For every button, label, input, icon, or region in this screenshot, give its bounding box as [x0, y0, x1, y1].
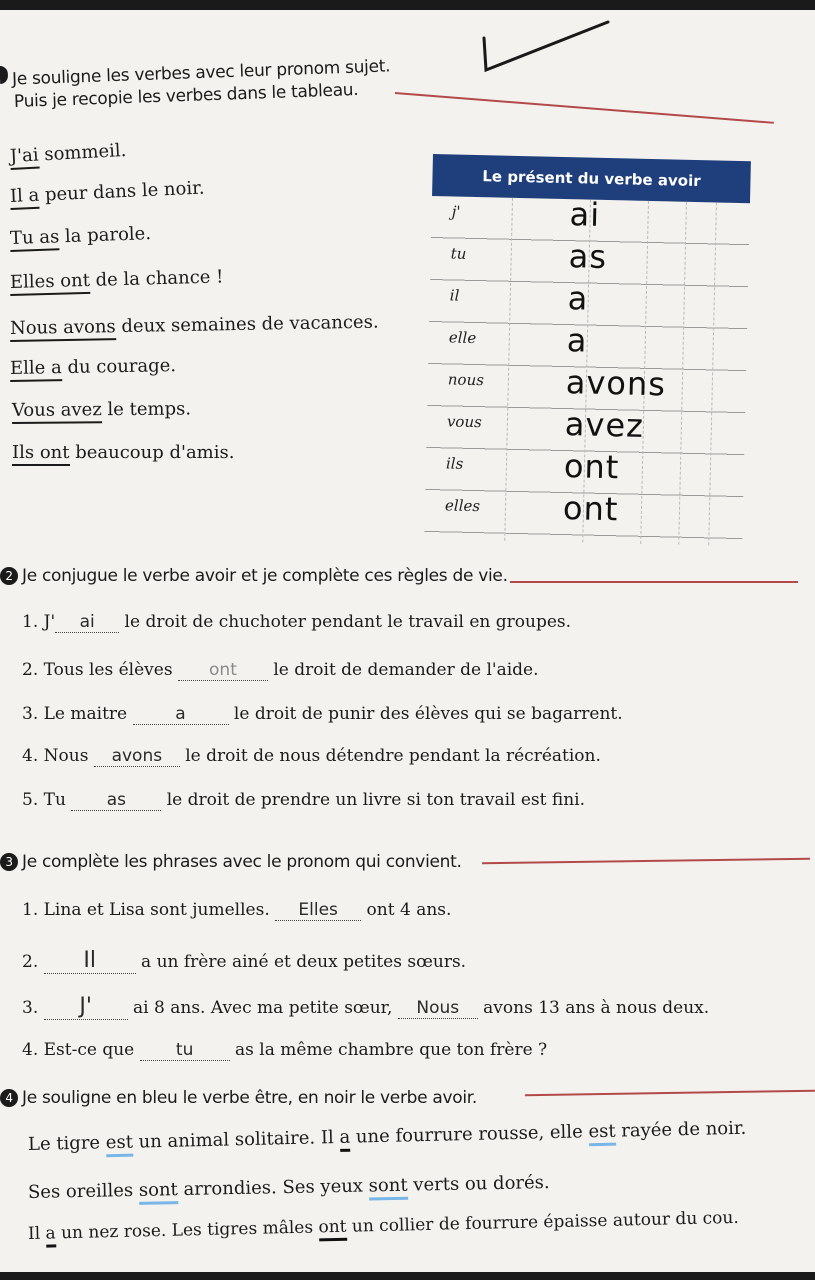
text: un collier de fourrure épaisse autour du cou. [346, 1207, 740, 1237]
pronoun: vous [446, 412, 483, 432]
subject-verb: Il a [10, 185, 40, 210]
verb-etre: sont [369, 1175, 408, 1201]
subject-verb: Ils ont [12, 442, 70, 466]
verb-answer: ont [563, 447, 620, 487]
subject-verb: Tu as [10, 226, 60, 252]
table-body [424, 196, 750, 546]
item-before: Est-ce que [43, 1040, 135, 1060]
item-number: 5. [22, 790, 39, 810]
pronoun: nous [447, 370, 485, 390]
ex1-number-badge [0, 66, 8, 84]
verb-answer: as [568, 237, 608, 276]
item-before: Tu [43, 790, 66, 810]
ex1-sentence [10, 355, 176, 379]
item-before: Lina et Lisa sont jumelles. [43, 900, 270, 920]
answer-blank[interactable]: ont [178, 660, 268, 681]
table-title: Le présent du verbe avoir [432, 154, 751, 203]
ex3-instruction-text: Je complète les phrases avec le pronom qui convient. [22, 852, 462, 872]
ex2-item [22, 746, 601, 767]
item-after-2: avons 13 ans à nous deux. [477, 998, 710, 1018]
sentence-rest: la parole. [58, 223, 152, 248]
item-number: 2. [22, 660, 39, 680]
pronoun: il [449, 286, 460, 305]
ex3-item [22, 900, 451, 921]
sentence-rest: le temps. [101, 398, 192, 421]
ex3-item [22, 948, 466, 974]
ex3-instruction [0, 852, 462, 872]
answer-blank[interactable]: a [133, 704, 229, 725]
ex3-item [22, 1040, 547, 1061]
ex1-sentence [10, 223, 152, 249]
item-number: 4. [22, 1040, 39, 1060]
item-after: ai 8 ans. Avec ma petite sœur, [127, 998, 393, 1018]
pronoun: elles [444, 496, 481, 516]
ex4-instruction-text: Je souligne en bleu le verbe être, en noir le verbe avoir. [22, 1088, 478, 1108]
sentence-rest: deux semaines de vacances. [115, 311, 379, 338]
item-after: le droit de punir des élèves qui se bagarrent. [228, 704, 623, 724]
ex2-item [22, 790, 585, 811]
text: une fourrure rousse, elle [349, 1121, 589, 1148]
conjugation-table [424, 154, 751, 546]
table-row [429, 280, 748, 329]
ex2-item [22, 704, 623, 725]
ex3-number-badge: 3 [0, 853, 18, 871]
subject-verb: Nous avons [10, 316, 116, 342]
text: un nez rose. Les tigres mâles [55, 1217, 319, 1244]
verb-avoir: a [45, 1223, 56, 1247]
answer-blank[interactable]: ai [55, 612, 119, 633]
ex2-instruction [0, 566, 508, 586]
answer-blank-2[interactable]: Nous [398, 998, 478, 1019]
ex2-red-line [510, 581, 798, 583]
item-after: le droit de nous détendre pendant la récréation. [179, 746, 601, 766]
text: verts ou dorés. [407, 1171, 550, 1196]
verb-avoir: ont [318, 1217, 347, 1242]
subject-verb: Vous avez [12, 399, 102, 424]
ex1-red-line [395, 92, 774, 123]
ex4-line-2 [28, 1172, 550, 1203]
sentence-rest: beaucoup d'amis. [69, 442, 235, 463]
sentence-rest: du courage. [61, 355, 177, 379]
table-row [424, 490, 743, 539]
pronoun: j' [451, 202, 461, 221]
verb-answer: avez [564, 405, 645, 445]
item-number: 4. [22, 746, 39, 766]
text: Le tigre [27, 1132, 107, 1155]
verb-answer: ai [569, 195, 601, 234]
pronoun: elle [448, 328, 477, 348]
verb-etre: est [106, 1132, 134, 1158]
item-before: Nous [43, 746, 89, 766]
worksheet-page [0, 10, 815, 1272]
item-number: 1. [22, 612, 39, 632]
verb-answer: avons [565, 363, 667, 404]
sentence-rest: sommeil. [38, 139, 127, 166]
text: rayée de noir. [615, 1117, 747, 1142]
ex2-number-badge: 2 [0, 567, 18, 585]
item-number: 3. [22, 704, 39, 724]
ex1-sentence [10, 312, 379, 339]
item-before: Tous les élèves [43, 660, 173, 680]
ex1-sentence [10, 178, 205, 207]
ex3-red-line [482, 858, 810, 864]
ex4-number-badge: 4 [0, 1089, 18, 1107]
text: Il [27, 1223, 46, 1244]
pronoun: ils [445, 454, 464, 473]
ex3-item [22, 994, 709, 1020]
item-after: le droit de prendre un livre si ton travail est fini. [161, 790, 586, 810]
subject-verb: Elles ont [10, 270, 91, 296]
answer-blank[interactable]: Elles [275, 900, 361, 921]
text: un animal solitaire. Il [132, 1126, 340, 1153]
text: Ses oreilles [27, 1179, 140, 1203]
ex1-instruction-text: Je souligne les verbes avec leur pronom sujet. [11, 56, 391, 90]
item-after: a un frère ainé et deux petites sœurs. [135, 952, 467, 972]
subject-verb: Elle a [10, 357, 62, 382]
item-after: le droit de demander de l'aide. [267, 660, 539, 680]
item-before: Le maitre [43, 704, 128, 724]
verb-answer: a [566, 321, 588, 360]
item-number: 1. [22, 900, 39, 920]
ex2-item [22, 660, 539, 681]
answer-blank[interactable]: Il [44, 948, 136, 974]
ex4-line-3 [28, 1208, 739, 1244]
ex4-red-line [525, 1090, 815, 1096]
verb-avoir: a [339, 1127, 350, 1152]
verb-etre: sont [139, 1179, 178, 1205]
item-number: 3. [22, 998, 39, 1018]
subject-verb: J'ai [9, 145, 39, 170]
ex4-instruction [0, 1088, 477, 1108]
verb-answer: ont [562, 489, 619, 529]
ex2-instruction-text: Je conjugue le verbe avoir et je complète ces règles de vie. [22, 566, 508, 586]
ex2-item [22, 612, 571, 633]
verb-etre: est [588, 1121, 616, 1147]
item-before: J' [43, 612, 56, 632]
ex1-instruction-line2: Puis je recopie les verbes dans le tableau. [13, 79, 359, 112]
item-number: 2. [22, 952, 39, 972]
item-after: ont 4 ans. [361, 900, 452, 920]
table-row [430, 238, 749, 287]
ex1-sentence [10, 266, 224, 293]
ex1-sentence [12, 398, 191, 421]
verb-answer: a [567, 279, 589, 318]
ex1-sentence [12, 442, 234, 463]
answer-blank[interactable]: J' [44, 994, 128, 1020]
text: arrondies. Ses yeux [177, 1175, 369, 1201]
answer-blank[interactable]: as [71, 790, 161, 811]
ex4-line-1 [28, 1118, 747, 1155]
item-after: as la même chambre que ton frère ? [229, 1040, 548, 1060]
sentence-rest: peur dans le noir. [38, 177, 205, 206]
pronoun: tu [450, 244, 467, 263]
answer-blank[interactable]: tu [140, 1040, 230, 1061]
sentence-rest: de la chance ! [89, 266, 224, 291]
answer-blank[interactable]: avons [94, 746, 180, 767]
item-after: le droit de chuchoter pendant le travail en groupes. [119, 612, 572, 632]
check-mark-icon [478, 18, 618, 78]
ex1-sentence [9, 140, 126, 167]
